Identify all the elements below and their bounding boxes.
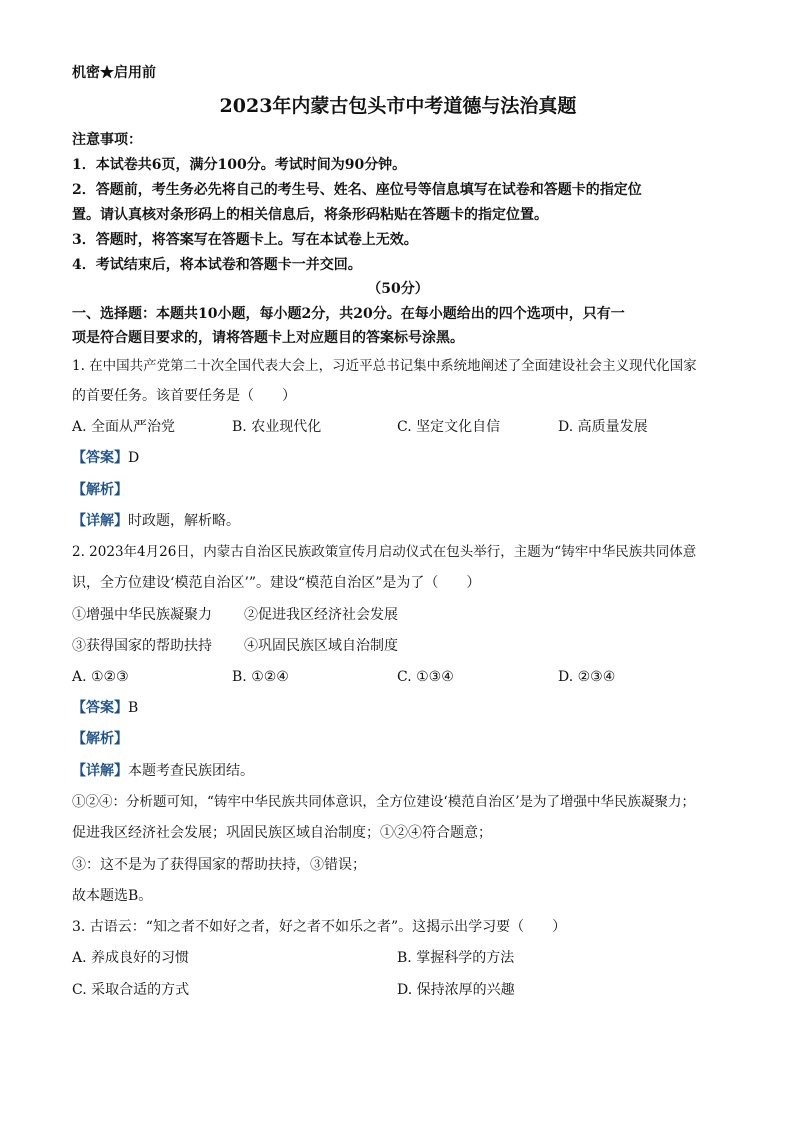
q3-option-b: B. 掌握科学的方法 [397,950,515,966]
q1-answer-value: D [128,450,140,466]
notice-item-4: 4．考试结束后，将本试卷和答题卡一并交回。 [72,257,362,273]
q1-stem-1: 1. 在中国共产党第二十次全国代表大会上，习近平总书记集中系统地阐述了全面建设社会主义现代化国家 [72,358,697,374]
q2-item-1: ①增强中华民族凝聚力 [72,607,212,623]
q2-explanation-4: 故本题选B。 [72,888,153,904]
q2-item-3: ③获得国家的帮助扶持 [72,638,212,654]
q3-stem: 3. 古语云：“知之者不如好之者，好之者不如乐之者”。这揭示出学习要（ ） [72,919,567,935]
q1-option-b: B. 农业现代化 [232,419,322,435]
detail-tag: 【详解】 [72,513,128,529]
q2-option-b: B. ①②④ [232,669,289,685]
q3-option-a: A. 养成良好的习惯 [72,950,190,966]
confidential-label: 机密★启用前 [72,65,156,81]
q2-item-4: ④巩固民族区域自治制度 [244,638,398,654]
q1-option-a: A. 全面从严治党 [72,419,176,435]
q3-option-c: C. 采取合适的方式 [72,982,190,998]
q1-analysis-tag: 【解析】 [72,482,128,498]
q1-detail [72,511,240,531]
q2-analysis-tag: 【解析】 [72,731,128,747]
q2-detail [72,761,254,781]
q1-option-c: C. 坚定文化自信 [397,419,501,435]
answer-tag: 【答案】 [72,450,128,466]
q2-option-c: C. ①③④ [397,669,454,685]
q2-answer-value: B [128,700,139,716]
q2-stem-2: 识，全方位建设‘模范自治区’”。建设“模范自治区”是为了（ ） [72,575,481,591]
section-instructions-2: 项是符合题目要求的，请将答题卡上对应题目的答案标号涂黑。 [72,330,464,346]
score-label: （50分） [367,281,429,297]
answer-tag: 【答案】 [72,700,128,716]
q2-answer [72,698,138,718]
q1-option-d: D. 高质量发展 [558,419,648,435]
q1-detail-text: 时政题，解析略。 [128,513,240,529]
notice-item-2: 2．答题前，考生务必先将自己的考生号、姓名、座位号等信息填写在试卷和答题卡的指定位 [72,182,642,198]
section-instructions-1: 一、选择题：本题共10小题，每小题2分，共20分。在每小题给出的四个选项中，只有一 [72,306,625,322]
detail-tag: 【详解】 [72,763,128,779]
q2-explanation-1: ①②④：分析题可知，“铸牢中华民族共同体意识，全方位建设‘模范自治区’是为了增强中华民族凝聚力； [72,794,695,810]
q3-option-d: D. 保持浓厚的兴趣 [397,982,515,998]
notice-item-3: 3．答题时，将答案写在答题卡上。写在本试卷上无效。 [72,232,418,248]
q2-explanation-3: ③：这不是为了获得国家的帮助扶持，③错误； [72,857,366,873]
q2-option-a: A. ①②③ [72,669,129,685]
notice-item-1: 1．本试卷共6页，满分100分。考试时间为90分钟。 [72,157,407,173]
notice-item-2-cont: 置。请认真核对条形码上的相关信息后，将条形码粘贴在答题卡的指定位置。 [72,207,548,223]
notice-heading: 注意事项： [72,132,142,148]
q1-answer [72,448,139,468]
q2-option-d: D. ②③④ [558,669,616,685]
q2-detail-text: 本题考查民族团结。 [128,763,254,779]
q2-item-2: ②促进我区经济社会发展 [244,607,398,623]
page-title: 2023年内蒙古包头市中考道德与法治真题 [219,95,577,117]
q2-stem-1: 2. 2023年4月26日，内蒙古自治区民族政策宣传月启动仪式在包头举行，主题为“铸牢中华民族共同体意 [72,544,697,560]
q1-stem-2: 的首要任务。该首要任务是（ ） [72,388,296,404]
q2-explanation-2: 促进我区经济社会发展；巩固民族区域自治制度；①②④符合题意； [72,825,492,841]
